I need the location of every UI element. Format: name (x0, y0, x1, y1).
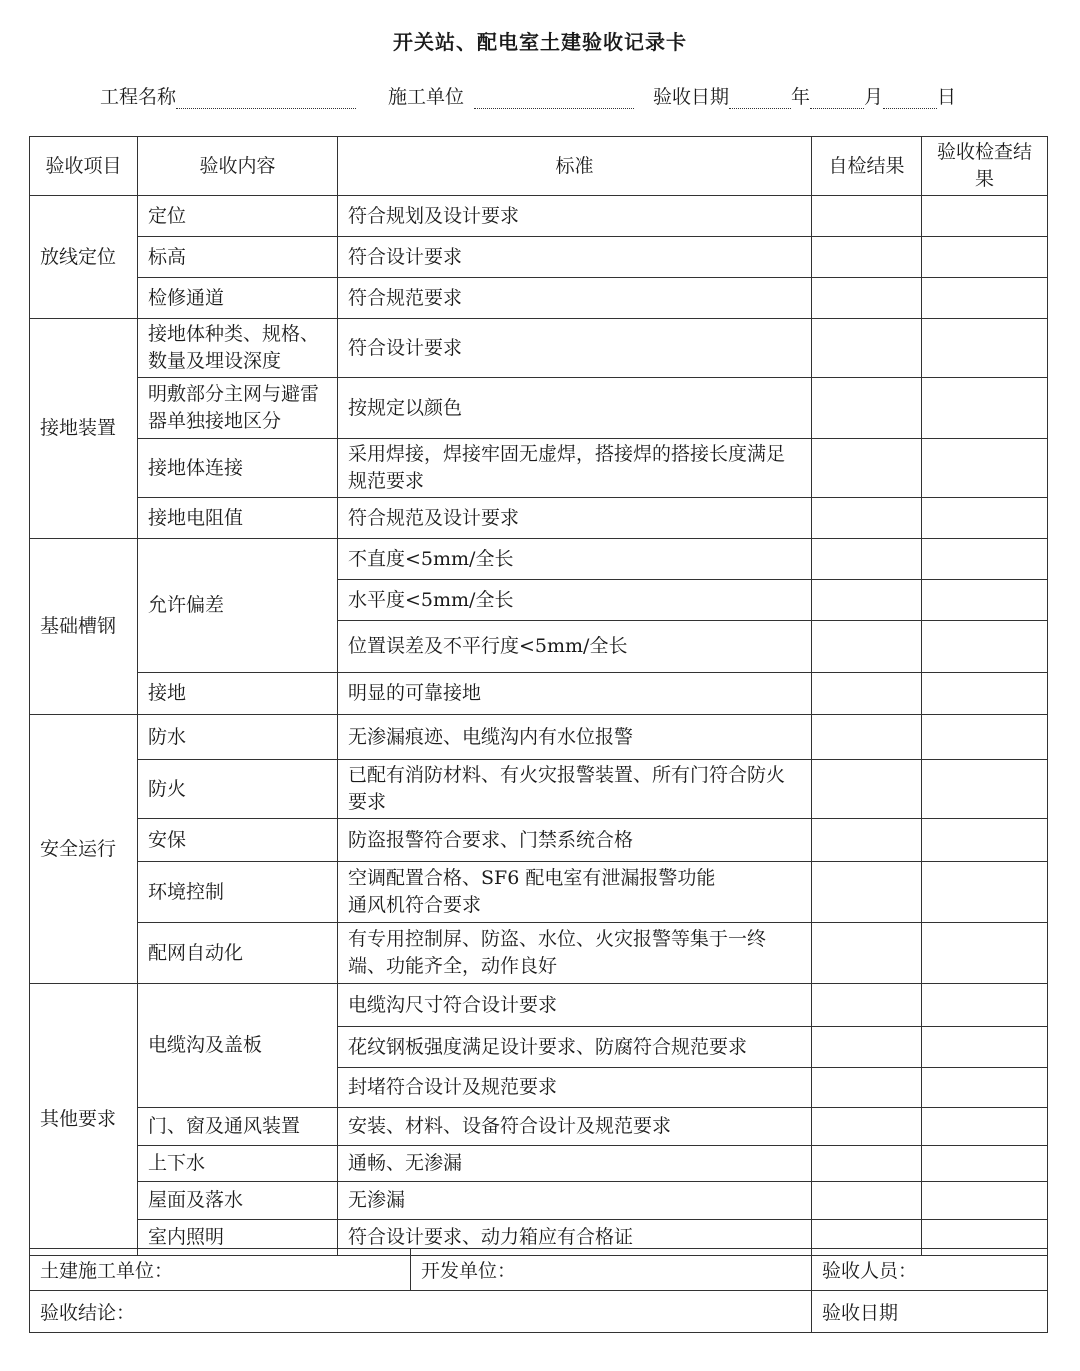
table-row (30, 439, 1048, 498)
self-check-cell[interactable] (812, 439, 922, 498)
footer-row-conclusion (30, 1291, 1048, 1333)
inspection-cell[interactable] (922, 439, 1048, 498)
project-name-blank (176, 86, 356, 109)
self-check-cell[interactable] (812, 673, 922, 715)
self-check-cell[interactable] (812, 1027, 922, 1068)
header-standard: 标准 (338, 137, 812, 196)
content-cell: 室内照明 (138, 1220, 338, 1256)
inspection-cell[interactable] (922, 1027, 1048, 1068)
content-cell: 环境控制 (138, 862, 338, 923)
self-check-cell[interactable] (812, 580, 922, 621)
construction-unit-label: 施工单位 (388, 82, 634, 109)
inspection-cell[interactable] (922, 278, 1048, 319)
self-check-cell[interactable] (812, 319, 922, 378)
standard-cell: 位置误差及不平行度<5mm/全长 (338, 621, 812, 673)
civil-unit-cell[interactable]: 土建施工单位： (30, 1249, 411, 1291)
inspection-cell[interactable] (922, 498, 1048, 539)
content-cell: 安保 (138, 819, 338, 862)
self-check-cell[interactable] (812, 196, 922, 237)
acceptance-table (29, 136, 1048, 1256)
content-cell: 明敷部分主网与避雷器单独接地区分 (138, 378, 338, 439)
standard-cell: 无渗漏痕迹、电缆沟内有水位报警 (338, 715, 812, 760)
standard-cell: 符合规范要求 (338, 278, 812, 319)
self-check-cell[interactable] (812, 1108, 922, 1146)
standard-cell: 无渗漏 (338, 1182, 812, 1220)
header-self-check: 自检结果 (812, 137, 922, 196)
table-row (30, 715, 1048, 760)
inspection-cell[interactable] (922, 819, 1048, 862)
standard-cell: 有专用控制屏、防盗、水位、火灾报警等集于一终端、功能齐全，动作良好 (338, 923, 812, 984)
table-row (30, 673, 1048, 715)
conclusion-cell[interactable]: 验收结论： (30, 1291, 812, 1333)
content-cell: 上下水 (138, 1146, 338, 1182)
table-row (30, 278, 1048, 319)
content-cell: 允许偏差 (138, 539, 338, 673)
inspection-cell[interactable] (922, 923, 1048, 984)
group-cell: 其他要求 (30, 984, 138, 1256)
inspection-cell[interactable] (922, 621, 1048, 673)
self-check-cell[interactable] (812, 715, 922, 760)
standard-cell: 电缆沟尺寸符合设计要求 (338, 984, 812, 1027)
self-check-cell[interactable] (812, 498, 922, 539)
standard-cell: 水平度<5mm/全长 (338, 580, 812, 621)
group-cell: 放线定位 (30, 196, 138, 319)
footer-section (29, 1248, 1047, 1333)
self-check-cell[interactable] (812, 1068, 922, 1108)
content-cell: 检修通道 (138, 278, 338, 319)
standard-cell (338, 862, 812, 923)
standard-cell: 明显的可靠接地 (338, 673, 812, 715)
standard-cell: 符合设计要求、动力箱应有合格证 (338, 1220, 812, 1256)
table-row (30, 1108, 1048, 1146)
table-row (30, 237, 1048, 278)
standard-cell: 符合设计要求 (338, 319, 812, 378)
inspection-cell[interactable] (922, 1068, 1048, 1108)
group-cell: 安全运行 (30, 715, 138, 984)
header-row (30, 137, 1048, 196)
inspection-cell[interactable] (922, 580, 1048, 621)
content-cell: 定位 (138, 196, 338, 237)
standard-cell: 符合规范及设计要求 (338, 498, 812, 539)
inspection-cell[interactable] (922, 760, 1048, 819)
inspection-cell[interactable] (922, 319, 1048, 378)
content-cell: 接地电阻值 (138, 498, 338, 539)
table-row (30, 378, 1048, 439)
header-content: 验收内容 (138, 137, 338, 196)
header-inspection: 验收检查结果 (922, 137, 1048, 196)
table-row (30, 196, 1048, 237)
standard-cell: 通畅、无渗漏 (338, 1146, 812, 1182)
standard-line: 空调配置合格、SF6 配电室有泄漏报警功能 (348, 867, 716, 889)
inspection-cell[interactable] (922, 862, 1048, 923)
content-cell: 接地体连接 (138, 439, 338, 498)
table-row (30, 1182, 1048, 1220)
footer-table (29, 1248, 1048, 1333)
inspection-cell[interactable] (922, 984, 1048, 1027)
self-check-cell[interactable] (812, 237, 922, 278)
self-check-cell[interactable] (812, 621, 922, 673)
header-item: 验收项目 (30, 137, 138, 196)
content-cell: 屋面及落水 (138, 1182, 338, 1220)
inspection-cell[interactable] (922, 237, 1048, 278)
table-row (30, 760, 1048, 819)
inspection-cell[interactable] (922, 715, 1048, 760)
inspection-cell[interactable] (922, 1108, 1048, 1146)
page-title: 开关站、配电室土建验收记录卡 (393, 30, 687, 54)
self-check-cell[interactable] (812, 760, 922, 819)
inspectors-cell[interactable]: 验收人员： (812, 1249, 1048, 1291)
content-cell: 接地 (138, 673, 338, 715)
content-cell: 标高 (138, 237, 338, 278)
table-row (30, 819, 1048, 862)
content-cell: 配网自动化 (138, 923, 338, 984)
dev-unit-cell[interactable]: 开发单位： (411, 1249, 812, 1291)
group-cell: 基础槽钢 (30, 539, 138, 715)
standard-cell: 符合设计要求 (338, 237, 812, 278)
inspection-cell[interactable] (922, 378, 1048, 439)
inspection-cell[interactable] (922, 539, 1048, 580)
table-row (30, 539, 1048, 580)
standard-cell: 采用焊接，焊接牢固无虚焊，搭接焊的搭接长度满足规范要求 (338, 439, 812, 498)
content-cell: 门、窗及通风装置 (138, 1108, 338, 1146)
inspection-cell[interactable] (922, 1182, 1048, 1220)
footer-row-signatures (30, 1249, 1048, 1291)
standard-cell: 不直度<5mm/全长 (338, 539, 812, 580)
self-check-cell[interactable] (812, 1182, 922, 1220)
standard-cell: 已配有消防材料、有火灾报警装置、所有门符合防火要求 (338, 760, 812, 819)
standard-cell: 符合规划及设计要求 (338, 196, 812, 237)
self-check-cell[interactable] (812, 862, 922, 923)
construction-unit-blank (474, 86, 634, 109)
self-check-cell[interactable] (812, 819, 922, 862)
self-check-cell[interactable] (812, 278, 922, 319)
self-check-cell[interactable] (812, 1146, 922, 1182)
inspection-cell[interactable] (922, 673, 1048, 715)
project-name-label: 工程名称 (100, 82, 356, 109)
content-cell: 电缆沟及盖板 (138, 984, 338, 1108)
standard-cell: 安装、材料、设备符合设计及规范要求 (338, 1108, 812, 1146)
self-check-cell[interactable] (812, 539, 922, 580)
standard-cell: 花纹钢板强度满足设计要求、防腐符合规范要求 (338, 1027, 812, 1068)
self-check-cell[interactable] (812, 923, 922, 984)
table-row (30, 319, 1048, 378)
content-cell: 防水 (138, 715, 338, 760)
table-row (30, 923, 1048, 984)
inspection-cell[interactable] (922, 196, 1048, 237)
table-row (30, 1146, 1048, 1182)
self-check-cell[interactable] (812, 378, 922, 439)
standard-line: 通风机符合要求 (348, 894, 482, 916)
inspection-cell[interactable] (922, 1146, 1048, 1182)
standard-cell: 防盗报警符合要求、门禁系统合格 (338, 819, 812, 862)
self-check-cell[interactable] (812, 984, 922, 1027)
info-row (100, 82, 980, 110)
table-row (30, 862, 1048, 923)
content-cell: 接地体种类、规格、数量及埋设深度 (138, 319, 338, 378)
table-row (30, 498, 1048, 539)
content-cell: 防火 (138, 760, 338, 819)
group-cell: 接地装置 (30, 319, 138, 539)
table-row (30, 984, 1048, 1027)
standard-cell: 按规定以颜色 (338, 378, 812, 439)
standard-cell: 封堵符合设计及规范要求 (338, 1068, 812, 1108)
date-label: 验收日期 年 月 日 (653, 86, 957, 108)
accept-date-cell[interactable]: 验收日期 (812, 1291, 1048, 1333)
